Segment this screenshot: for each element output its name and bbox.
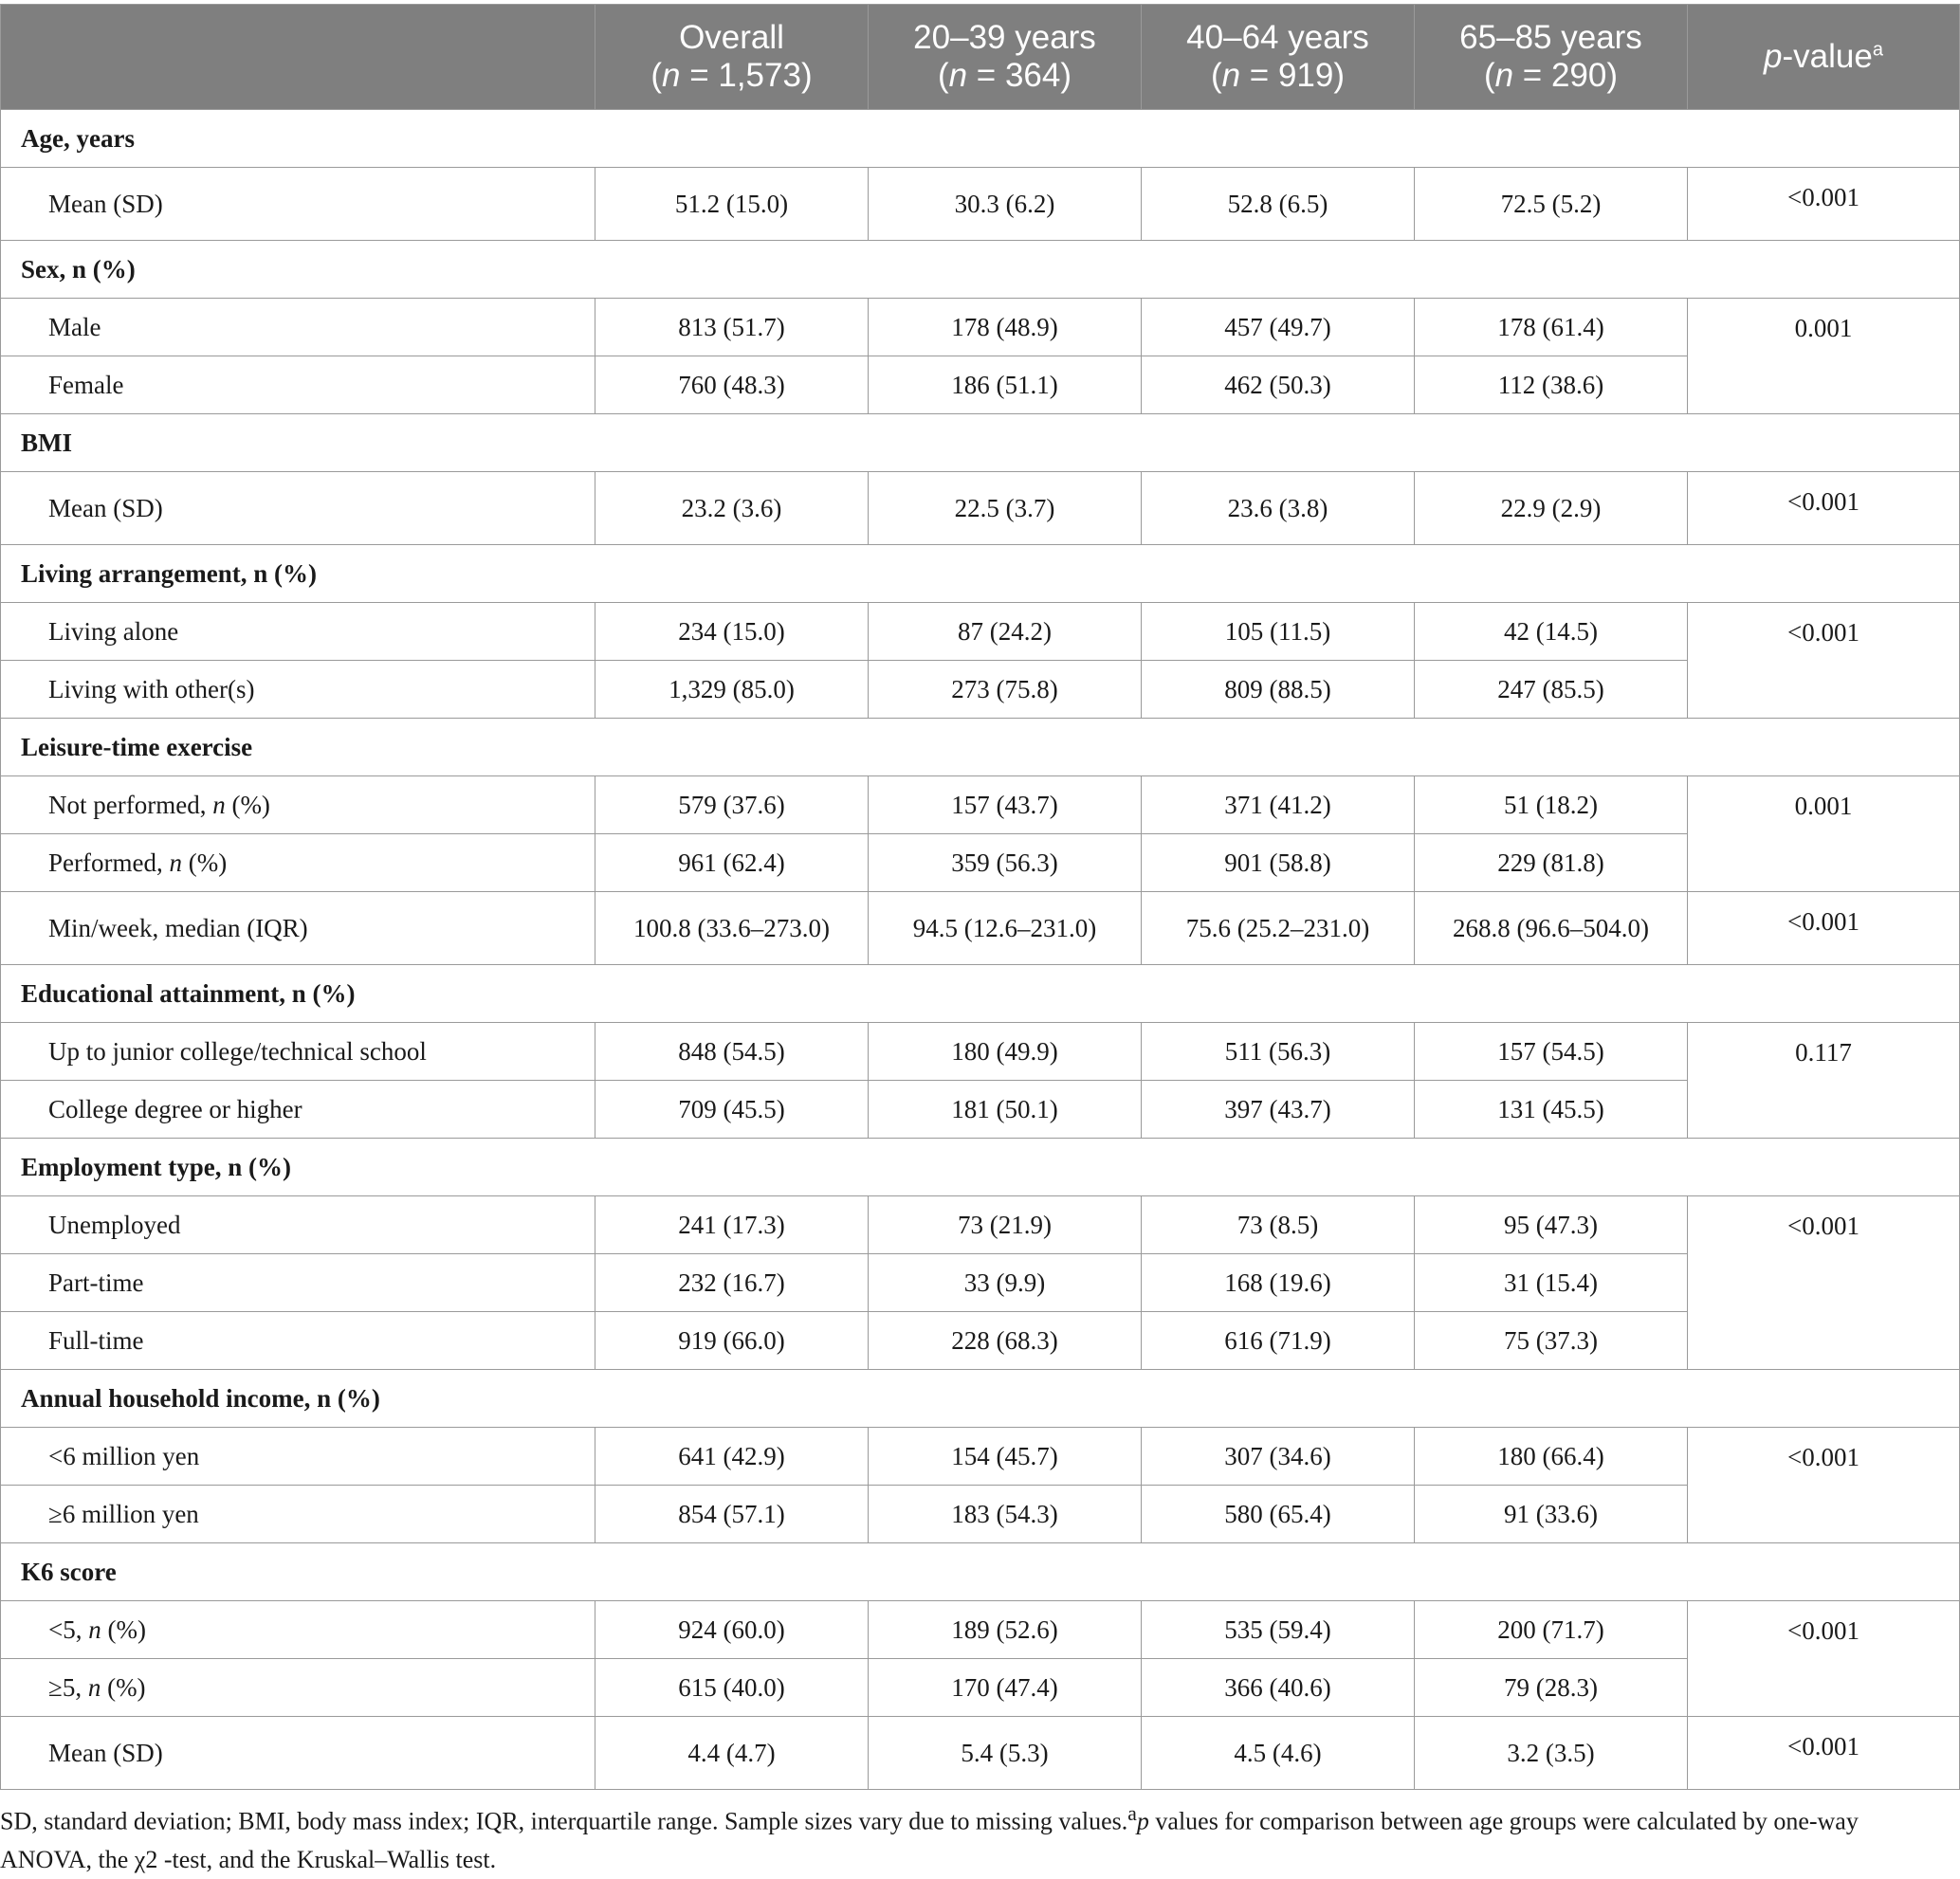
cell-65-85: 79 (28.3) [1415,1659,1688,1717]
section-row-education [1,965,1960,1023]
cell-20-39: 183 (54.3) [869,1486,1142,1543]
cell-65-85: 72.5 (5.2) [1415,168,1688,241]
cell-overall: 641 (42.9) [595,1428,869,1486]
cell-p-value: <0.001 [1688,168,1960,241]
cell-40-64: 23.6 (3.8) [1142,472,1415,545]
table-row [1,776,1960,834]
cell-40-64: 457 (49.7) [1142,299,1415,356]
cell-40-64: 105 (11.5) [1142,603,1415,661]
cell-overall: 709 (45.5) [595,1081,869,1139]
cell-overall: 854 (57.1) [595,1486,869,1543]
cell-p-value: <0.001 [1688,1717,1960,1790]
cell-p-value: <0.001 [1688,472,1960,545]
cell-65-85: 51 (18.2) [1415,776,1688,834]
cell-p-value: <0.001 [1688,892,1960,965]
row-label: Female [1,356,595,414]
header-row [1,5,1960,110]
cell-40-64: 168 (19.6) [1142,1254,1415,1312]
section-title: Sex, n (%) [1,241,1960,299]
table-row [1,168,1960,241]
cell-40-64: 809 (88.5) [1142,661,1415,719]
cell-p-value: 0.001 [1688,776,1960,892]
cell-20-39: 178 (48.9) [869,299,1142,356]
cell-overall: 23.2 (3.6) [595,472,869,545]
row-label: ≥6 million yen [1,1486,595,1543]
table-row [1,1081,1960,1139]
table-row [1,1659,1960,1717]
section-title: Annual household income, n (%) [1,1370,1960,1428]
cell-20-39: 87 (24.2) [869,603,1142,661]
section-row-sex [1,241,1960,299]
cell-20-39: 5.4 (5.3) [869,1717,1142,1790]
table-row [1,1254,1960,1312]
cell-overall: 924 (60.0) [595,1601,869,1659]
cell-overall: 51.2 (15.0) [595,168,869,241]
section-title: Educational attainment, n (%) [1,965,1960,1023]
cell-overall: 919 (66.0) [595,1312,869,1370]
cell-overall: 100.8 (33.6–273.0) [595,892,869,965]
table-row [1,1196,1960,1254]
section-title: BMI [1,414,1960,472]
cell-p-value: <0.001 [1688,1196,1960,1370]
cell-65-85: 157 (54.5) [1415,1023,1688,1081]
cell-65-85: 178 (61.4) [1415,299,1688,356]
cell-20-39: 189 (52.6) [869,1601,1142,1659]
cell-40-64: 535 (59.4) [1142,1601,1415,1659]
section-row-age [1,110,1960,168]
cell-40-64: 52.8 (6.5) [1142,168,1415,241]
cell-20-39: 157 (43.7) [869,776,1142,834]
header-40-64: 40–64 years (n = 919) [1142,5,1415,110]
cell-20-39: 73 (21.9) [869,1196,1142,1254]
row-label: Min/week, median (IQR) [1,892,595,965]
cell-40-64: 616 (71.9) [1142,1312,1415,1370]
section-row-exercise [1,719,1960,776]
table-row [1,892,1960,965]
cell-65-85: 180 (66.4) [1415,1428,1688,1486]
cell-overall: 961 (62.4) [595,834,869,892]
table-row [1,603,1960,661]
cell-65-85: 22.9 (2.9) [1415,472,1688,545]
cell-65-85: 95 (47.3) [1415,1196,1688,1254]
row-label: Not performed, n (%) [1,776,595,834]
cell-overall: 1,329 (85.0) [595,661,869,719]
row-label: Mean (SD) [1,472,595,545]
cell-40-64: 462 (50.3) [1142,356,1415,414]
cell-40-64: 4.5 (4.6) [1142,1717,1415,1790]
cell-20-39: 181 (50.1) [869,1081,1142,1139]
table-row [1,1486,1960,1543]
cell-65-85: 112 (38.6) [1415,356,1688,414]
header-20-39: 20–39 years (n = 364) [869,5,1142,110]
cell-overall: 760 (48.3) [595,356,869,414]
cell-40-64: 511 (56.3) [1142,1023,1415,1081]
row-label: ≥5, n (%) [1,1659,595,1717]
cell-20-39: 154 (45.7) [869,1428,1142,1486]
row-label: Mean (SD) [1,1717,595,1790]
row-label: Unemployed [1,1196,595,1254]
row-label: <5, n (%) [1,1601,595,1659]
cell-65-85: 75 (37.3) [1415,1312,1688,1370]
row-label: Performed, n (%) [1,834,595,892]
cell-65-85: 131 (45.5) [1415,1081,1688,1139]
section-title: Leisure-time exercise [1,719,1960,776]
section-title: Living arrangement, n (%) [1,545,1960,603]
table-row [1,834,1960,892]
cell-overall: 241 (17.3) [595,1196,869,1254]
section-title: Age, years [1,110,1960,168]
cell-20-39: 22.5 (3.7) [869,472,1142,545]
table-row [1,1428,1960,1486]
table-row [1,1312,1960,1370]
table-row [1,472,1960,545]
cell-65-85: 200 (71.7) [1415,1601,1688,1659]
table-row [1,1601,1960,1659]
cell-65-85: 91 (33.6) [1415,1486,1688,1543]
section-title: K6 score [1,1543,1960,1601]
cell-20-39: 273 (75.8) [869,661,1142,719]
row-label: Up to junior college/technical school [1,1023,595,1081]
cell-p-value: 0.001 [1688,299,1960,414]
cell-65-85: 42 (14.5) [1415,603,1688,661]
row-label: Male [1,299,595,356]
section-row-employment [1,1139,1960,1196]
section-row-k6 [1,1543,1960,1601]
cell-65-85: 229 (81.8) [1415,834,1688,892]
cell-40-64: 366 (40.6) [1142,1659,1415,1717]
row-label: Living alone [1,603,595,661]
row-label: Mean (SD) [1,168,595,241]
cell-40-64: 307 (34.6) [1142,1428,1415,1486]
cell-65-85: 3.2 (3.5) [1415,1717,1688,1790]
cell-65-85: 31 (15.4) [1415,1254,1688,1312]
section-row-income [1,1370,1960,1428]
row-label: Full-time [1,1312,595,1370]
row-label: <6 million yen [1,1428,595,1486]
table-row [1,299,1960,356]
cell-20-39: 180 (49.9) [869,1023,1142,1081]
cell-overall: 579 (37.6) [595,776,869,834]
row-label: Part-time [1,1254,595,1312]
cell-20-39: 228 (68.3) [869,1312,1142,1370]
cell-40-64: 580 (65.4) [1142,1486,1415,1543]
cell-20-39: 33 (9.9) [869,1254,1142,1312]
cell-40-64: 371 (41.2) [1142,776,1415,834]
table-row [1,661,1960,719]
characteristics-table [0,4,1960,1790]
cell-overall: 234 (15.0) [595,603,869,661]
row-label: Living with other(s) [1,661,595,719]
section-row-living [1,545,1960,603]
cell-40-64: 397 (43.7) [1142,1081,1415,1139]
cell-overall: 813 (51.7) [595,299,869,356]
cell-65-85: 247 (85.5) [1415,661,1688,719]
cell-overall: 232 (16.7) [595,1254,869,1312]
cell-20-39: 359 (56.3) [869,834,1142,892]
row-label: College degree or higher [1,1081,595,1139]
section-title: Employment type, n (%) [1,1139,1960,1196]
cell-20-39: 170 (47.4) [869,1659,1142,1717]
section-row-bmi [1,414,1960,472]
cell-20-39: 30.3 (6.2) [869,168,1142,241]
cell-40-64: 901 (58.8) [1142,834,1415,892]
cell-overall: 4.4 (4.7) [595,1717,869,1790]
cell-p-value: <0.001 [1688,1601,1960,1717]
table-row [1,1023,1960,1081]
cell-65-85: 268.8 (96.6–504.0) [1415,892,1688,965]
table-row [1,1717,1960,1790]
cell-20-39: 94.5 (12.6–231.0) [869,892,1142,965]
header-p-value: p-value$^a$ [1688,5,1960,110]
cell-overall: 615 (40.0) [595,1659,869,1717]
header-overall: Overall (n = 1,573) [595,5,869,110]
header-65-85: 65–85 years (n = 290) [1415,5,1688,110]
cell-40-64: 73 (8.5) [1142,1196,1415,1254]
table-footnote: SD, standard deviation; BMI, body mass index; IQR, interquartile range. Sample sizes vary due to missing values.$^a$p values for comparison between age groups were calculated by one-way ANOVA, the χ2 -test, and the Kruskal–Wallis test. [0,1802,1859,1873]
cell-40-64: 75.6 (25.2–231.0) [1142,892,1415,965]
table-row [1,356,1960,414]
cell-p-value: <0.001 [1688,603,1960,719]
cell-20-39: 186 (51.1) [869,356,1142,414]
cell-overall: 848 (54.5) [595,1023,869,1081]
cell-p-value: 0.117 [1688,1023,1960,1139]
header-blank [1,5,595,110]
cell-p-value: <0.001 [1688,1428,1960,1543]
